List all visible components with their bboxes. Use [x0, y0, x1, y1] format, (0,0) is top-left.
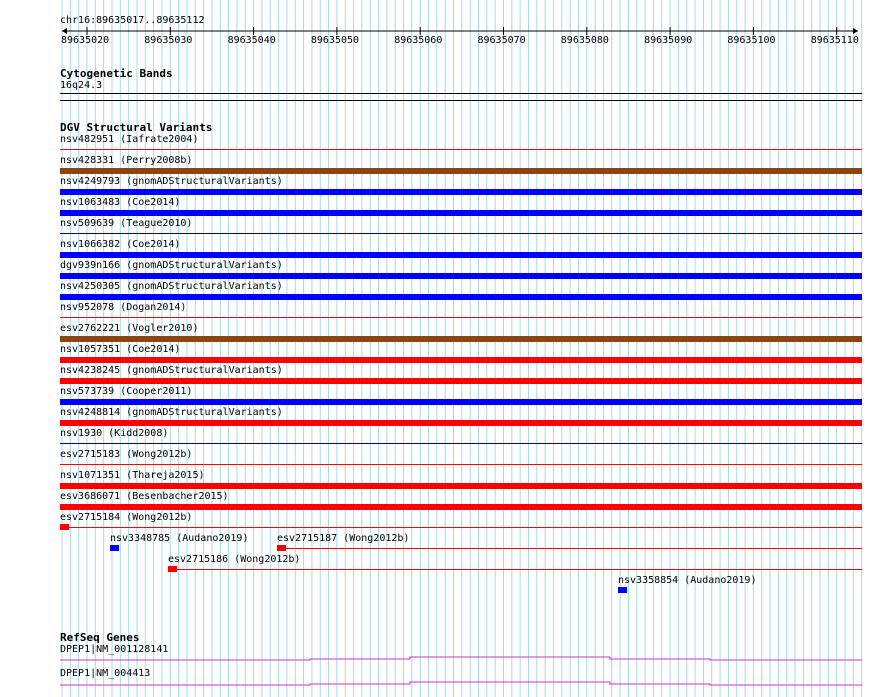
variant-row-line [60, 527, 862, 528]
ruler-tick-label: 89635080 [560, 35, 609, 46]
ruler-left-arrow-icon [62, 28, 67, 34]
variant-row-line [60, 317, 862, 318]
dgv-track-title[interactable]: DGV Structural Variants [60, 121, 213, 134]
ruler-tick-label: 89635030 [144, 35, 193, 46]
refseq-track-title[interactable]: RefSeq Genes [60, 631, 140, 644]
variant-bar[interactable] [60, 168, 862, 174]
variant-bar[interactable] [60, 336, 862, 342]
variant-label[interactable]: esv2762221 (Vogler2010) [60, 323, 199, 334]
ruler-tick-label: 89635040 [227, 35, 276, 46]
variant-bar[interactable] [60, 420, 862, 426]
variant-label[interactable]: nsv4250305 (gnomADStructuralVariants) [60, 281, 283, 292]
variant-label[interactable]: esv2715186 (Wong2012b) [168, 554, 301, 565]
variant-bar[interactable] [60, 378, 862, 384]
variant-label[interactable]: nsv952078 (Dogan2014) [60, 302, 187, 313]
track-separator [60, 100, 862, 101]
variant-label[interactable]: nsv1071351 (Thareja2015) [60, 470, 205, 481]
ruler-tick-label: 89635090 [644, 35, 693, 46]
variant-feature[interactable] [60, 524, 69, 530]
variant-label[interactable]: nsv1066382 (Coe2014) [60, 239, 181, 250]
variant-label[interactable]: nsv4238245 (gnomADStructuralVariants) [60, 365, 283, 376]
cytogenetic-track-title[interactable]: Cytogenetic Bands [60, 67, 173, 80]
ruler-tick-label: 89635060 [394, 35, 443, 46]
gene-label[interactable]: DPEP1|NM_001128141 [60, 644, 169, 655]
variant-bar[interactable] [60, 189, 862, 195]
gene-model[interactable] [60, 655, 862, 663]
cytoband-line [60, 93, 862, 94]
ruler-tick-label: 89635110 [810, 35, 859, 46]
ruler-right-arrow-icon [853, 28, 858, 34]
variant-label[interactable]: esv2715183 (Wong2012b) [60, 449, 193, 460]
gene-model[interactable] [60, 680, 862, 688]
ruler-tick-label: 89635050 [310, 35, 360, 46]
variant-row-line [168, 569, 862, 570]
ruler-tick-label: 89635100 [727, 35, 776, 46]
variant-label[interactable]: nsv1057351 (Coe2014) [60, 344, 181, 355]
variant-label[interactable]: nsv428331 (Perry2008b) [60, 155, 193, 166]
variant-bar[interactable] [60, 399, 862, 405]
variant-label[interactable]: nsv573739 (Cooper2011) [60, 386, 193, 397]
variant-bar[interactable] [60, 273, 862, 279]
variant-label[interactable]: nsv3348785 (Audano2019) [110, 533, 249, 544]
variant-label[interactable]: nsv482951 (Iafrate2004) [60, 134, 199, 145]
variant-bar[interactable] [60, 483, 862, 489]
variant-bar[interactable] [60, 294, 862, 300]
variant-bar[interactable] [60, 210, 862, 216]
variant-bar[interactable] [60, 504, 862, 510]
variant-bar[interactable] [60, 357, 862, 363]
variant-label[interactable]: nsv3358854 (Audano2019) [618, 575, 757, 586]
variant-label[interactable]: nsv1930 (Kidd2008) [60, 428, 169, 439]
variant-row-line [60, 464, 862, 465]
variant-label[interactable]: nsv509639 (Teague2010) [60, 218, 193, 229]
variant-row-line [60, 149, 862, 150]
variant-feature[interactable] [618, 587, 627, 593]
variant-feature[interactable] [110, 545, 119, 551]
locus-label: chr16:89635017..89635112 [60, 15, 205, 26]
variant-row-line [60, 233, 862, 234]
variant-label[interactable]: nsv4249793 (gnomADStructuralVariants) [60, 176, 283, 187]
variant-label[interactable]: esv3686071 (Besenbacher2015) [60, 491, 229, 502]
variant-label[interactable]: dgv939n166 (gnomADStructuralVariants) [60, 260, 283, 271]
variant-bar[interactable] [60, 252, 862, 258]
variant-label[interactable]: nsv4248814 (gnomADStructuralVariants) [60, 407, 283, 418]
cytoband-label: 16q24.3 [60, 80, 103, 91]
variant-label[interactable]: nsv1063483 (Coe2014) [60, 197, 181, 208]
variant-row-line [277, 548, 862, 549]
ruler-tick-label: 89635020 [60, 35, 110, 46]
variant-row-line [60, 443, 862, 444]
variant-label[interactable]: esv2715184 (Wong2012b) [60, 512, 193, 523]
ruler-tick-label: 89635070 [477, 35, 526, 46]
gene-label[interactable]: DPEP1|NM_004413 [60, 668, 151, 679]
variant-label[interactable]: esv2715187 (Wong2012b) [277, 533, 410, 544]
